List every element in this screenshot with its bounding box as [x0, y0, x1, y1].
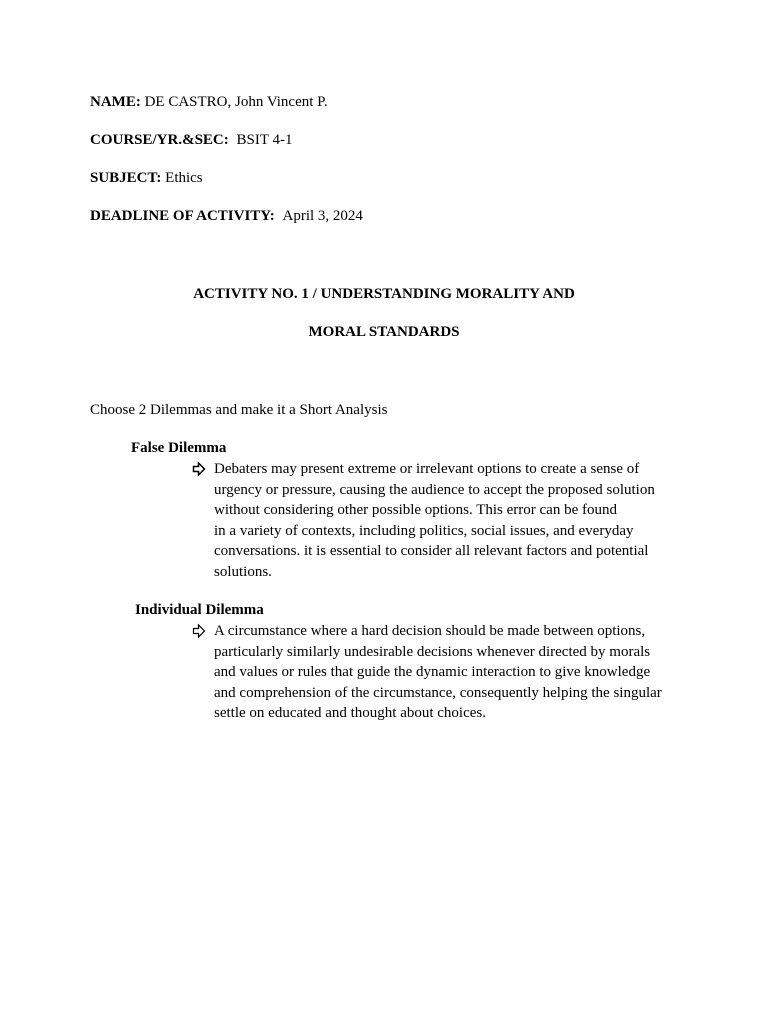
section-heading-individual-dilemma: Individual Dilemma [135, 602, 264, 618]
subject-label: SUBJECT: [90, 170, 162, 186]
deadline-field [90, 206, 363, 227]
subject-value: Ethics [165, 170, 203, 186]
text-line: Debaters may present extreme or irrelevant options to create a sense of [214, 461, 640, 477]
text-line: and comprehension of the circumstance, consequently helping the singular [214, 684, 662, 701]
text-line: and values or rules that guide the dynamic interaction to give knowledge [214, 664, 651, 680]
instruction-text: Choose 2 Dilemmas and make it a Short Analysis [90, 402, 388, 418]
name-label: NAME: [90, 94, 141, 110]
arrow-right-outline-icon [192, 459, 206, 479]
text-line: particularly similarly undesirable decisions whenever directed by morals [214, 643, 651, 660]
subject-field [90, 168, 203, 189]
bullet-text-false-dilemma [214, 459, 669, 582]
course-value: BSIT 4-1 [236, 132, 293, 148]
name-field [90, 92, 328, 113]
deadline-label: DEADLINE OF ACTIVITY: [90, 208, 275, 224]
text-line: A circumstance where a hard decision should be made between options, [214, 623, 646, 639]
activity-title-line-2: MORAL STANDARDS [308, 324, 460, 340]
arrow-right-outline-icon [192, 621, 206, 641]
text-line: solutions. [214, 563, 272, 580]
course-field [90, 130, 293, 151]
section-heading-false-dilemma: False Dilemma [131, 440, 227, 456]
text-line: without considering other possible options. This error can be found [214, 502, 617, 518]
name-value: DE CASTRO, John Vincent P. [144, 94, 328, 110]
text-line: in a variety of contexts, including politics, social issues, and everyday [214, 522, 634, 539]
activity-title-line-1: ACTIVITY NO. 1 / UNDERSTANDING MORALITY AND [193, 286, 575, 302]
bullet-text-individual-dilemma [214, 621, 669, 724]
bullet-individual-dilemma [192, 621, 662, 725]
bullet-false-dilemma [192, 459, 662, 584]
deadline-value: April 3, 2024 [282, 208, 363, 224]
text-line: urgency or pressure, causing the audience to accept the proposed solution [214, 481, 655, 498]
text-line: conversations. it is essential to consider all relevant factors and potential [214, 543, 649, 559]
text-line: settle on educated and thought about choices. [214, 705, 486, 721]
course-label: COURSE/YR.&SEC: [90, 132, 229, 148]
